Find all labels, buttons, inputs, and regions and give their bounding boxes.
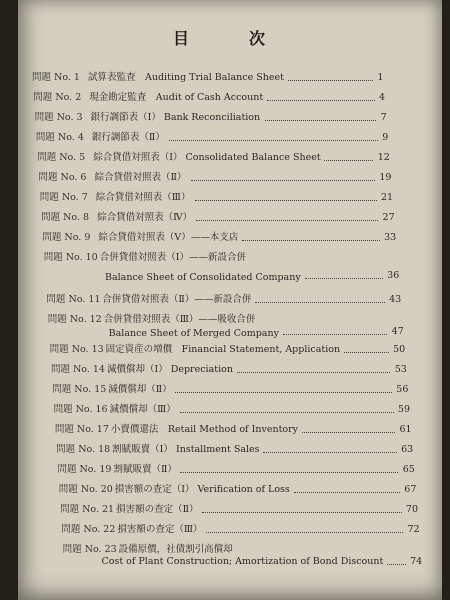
page-ref [18, 380, 442, 400]
entry-heading: 合併貸借対照表（Ⅰ）——新設合併 [99, 252, 246, 263]
page-ref [18, 290, 442, 310]
entry-heading: 銀行調節表（Ⅰ） Bank Reconciliation [90, 112, 261, 123]
page-ref [18, 188, 442, 208]
book-page [18, 0, 442, 600]
page-ref [18, 128, 442, 148]
page-ref [18, 500, 442, 520]
page-ref [18, 322, 442, 342]
page-ref [18, 480, 442, 500]
dot-leader [344, 352, 389, 353]
problem-number: 問題 No. 7 [39, 192, 88, 203]
page-ref [18, 340, 442, 360]
problem-number: 問題 No. 12 [47, 314, 102, 325]
page-ref [18, 68, 442, 88]
dot-leader [169, 140, 378, 141]
page-ref [18, 520, 442, 540]
page-number: 33 [384, 232, 397, 243]
dot-leader [180, 412, 394, 413]
entry-heading: 合併貸借対照表（Ⅲ）——吸收合併 [103, 314, 256, 325]
entry-english-title: Balance Sheet of Consolidated Company [105, 272, 301, 283]
page-number: 43 [389, 294, 402, 305]
entry-heading: 減價償却（Ⅲ） [109, 404, 176, 415]
dot-leader [175, 392, 392, 393]
table-of-contents [18, 0, 442, 600]
entry-heading: 設備原價，社債割引高償却 [118, 544, 233, 555]
problem-number: 問題 No. 10 [43, 252, 98, 263]
page-number: 7 [380, 112, 387, 123]
entry-heading: 綜合貸借対照表（Ⅰ） Consolidated Balance Sheet [93, 152, 321, 163]
problem-number: 問題 No. 13 [49, 344, 104, 355]
problem-number: 問題 No. 8 [41, 212, 90, 223]
page-ref [18, 208, 442, 228]
problem-number: 問題 No. 5 [37, 152, 86, 163]
entry-heading: 現金勘定監査 Audit of Cash Account [89, 92, 264, 103]
dot-leader [283, 334, 387, 335]
problem-number: 問題 No. 19 [57, 464, 112, 475]
problem-number: 問題 No. 23 [62, 544, 117, 555]
page-ref [18, 440, 442, 460]
page-number: 63 [401, 444, 414, 455]
entry-heading: 損害額の查定（Ⅲ） [117, 524, 203, 535]
page-number: 65 [402, 464, 415, 475]
page-number: 27 [382, 212, 395, 223]
entry-heading: 綜合貸借対照表（Ⅲ） [95, 192, 191, 203]
problem-number: 問題 No. 21 [60, 504, 115, 515]
dot-leader [206, 532, 403, 533]
entry-english-title: Balance Sheet of Merged Company [108, 328, 279, 339]
dot-leader [237, 372, 390, 373]
entry-heading: 綜合貸借対照表（Ⅴ）——本支店 [98, 232, 239, 243]
page-ref [18, 360, 442, 380]
problem-number: 問題 No. 9 [42, 232, 91, 243]
dot-leader [180, 472, 398, 473]
page-number: 4 [378, 92, 386, 103]
dot-leader [263, 452, 397, 453]
page-ref [18, 420, 442, 440]
entry-heading: 割賦販賣（Ⅰ） Installment Sales [112, 444, 260, 455]
entry-heading: 試算表監査 Auditing Trial Balance Sheet [88, 72, 284, 83]
problem-number: 問題 No. 18 [56, 444, 111, 455]
problem-number: 問題 No. 20 [58, 484, 113, 495]
page-ref [18, 168, 442, 188]
entry-heading: 合併貸借対照表（Ⅱ）——新設合併 [102, 294, 252, 305]
page-ref [18, 228, 442, 248]
entry-heading: 小賣價還法 Retail Method of Inventory [110, 424, 299, 435]
problem-number: 問題 No. 4 [35, 132, 84, 143]
problem-number: 問題 No. 15 [52, 384, 107, 395]
entry-english-title: Cost of Plant Construction; Amortization of Bond Discount [101, 556, 384, 567]
problem-number: 問題 No. 22 [61, 524, 116, 535]
dot-leader [191, 180, 375, 181]
dot-leader [387, 564, 406, 565]
page-number: 53 [394, 364, 407, 375]
entry-heading: 減價償却（Ⅱ） [108, 384, 172, 395]
problem-number: 問題 No. 2 [33, 92, 82, 103]
page-number: 12 [377, 152, 390, 163]
entry-heading: 損害額の查定（Ⅰ） Verification of Loss [114, 484, 290, 495]
problem-number: 問題 No. 1 [32, 72, 80, 83]
page-number: 67 [404, 484, 417, 495]
dot-leader [195, 200, 377, 201]
dot-leader [196, 220, 378, 221]
page-ref [18, 552, 442, 572]
problem-number: 問題 No. 6 [38, 172, 87, 183]
page-ref [18, 266, 442, 286]
problem-number: 問題 No. 16 [53, 404, 108, 415]
page-number: 19 [379, 172, 392, 183]
page-ref [18, 460, 442, 480]
entry-heading: 損害額の查定（Ⅱ） [116, 504, 199, 515]
page-number: 56 [396, 384, 409, 395]
dot-leader [302, 432, 395, 433]
entry-heading: 銀行調節表（Ⅱ） [91, 132, 165, 143]
page-number: 50 [393, 344, 406, 355]
dot-leader [265, 120, 376, 121]
page-number: 36 [387, 270, 400, 281]
entry-heading: 割賦販賣（Ⅱ） [113, 464, 177, 475]
entry-heading: 減價償却（Ⅰ） Depreciation [106, 364, 233, 375]
toc-entry[interactable] [18, 248, 442, 268]
dot-leader [294, 492, 400, 493]
page-number: 74 [410, 556, 423, 567]
page-number: 21 [380, 192, 394, 203]
page-ref [18, 108, 442, 128]
page-ref [18, 88, 442, 108]
problem-number: 問題 No. 17 [54, 424, 109, 435]
dot-leader [288, 80, 373, 81]
problem-number: 問題 No. 3 [34, 112, 83, 123]
page-ref [18, 400, 442, 420]
toc-title: 目 次 [172, 29, 287, 48]
dot-leader [255, 302, 385, 303]
entry-heading: 固定資産の増價 Financial Statement, Application [105, 344, 341, 355]
page-number: 61 [399, 424, 412, 435]
dot-leader [267, 100, 375, 101]
page-number: 72 [407, 524, 420, 535]
page-number: 1 [377, 72, 384, 83]
entry-heading: 綜合貸借対照表（Ⅳ） [97, 212, 193, 223]
problem-number: 問題 No. 14 [50, 364, 105, 375]
page-number: 59 [397, 404, 410, 415]
page-number: 70 [405, 504, 418, 515]
dot-leader [242, 240, 380, 241]
page-number: 9 [382, 132, 389, 143]
entry-heading: 綜合貸借対照表（Ⅱ） [94, 172, 187, 183]
dot-leader [305, 278, 383, 279]
page-ref [18, 148, 442, 168]
dot-leader [202, 512, 402, 513]
problem-number: 問題 No. 11 [46, 294, 101, 305]
page-number: 47 [391, 326, 404, 337]
dot-leader [324, 160, 373, 161]
